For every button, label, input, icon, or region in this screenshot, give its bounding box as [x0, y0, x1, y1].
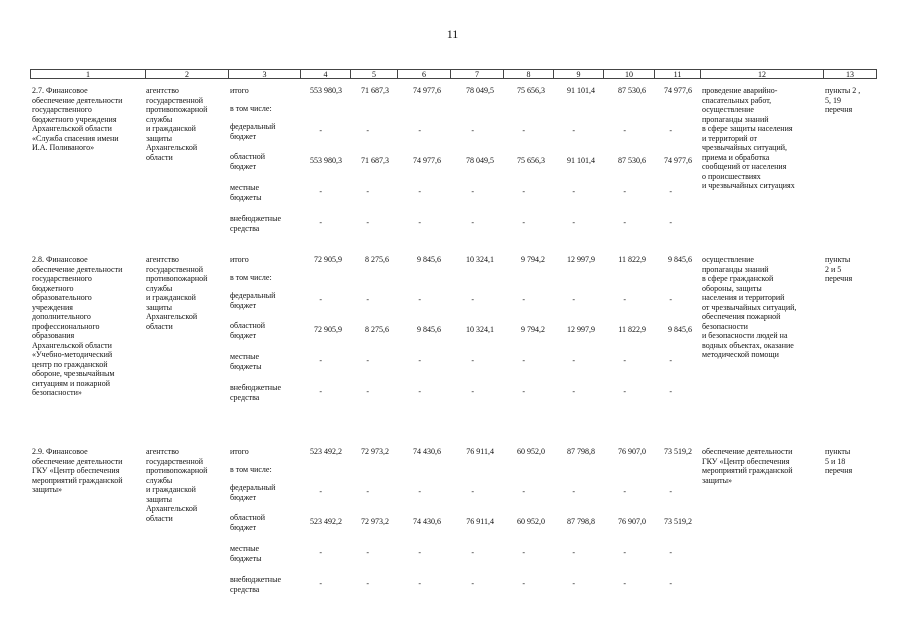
value-cell: 72 973,2 [361, 517, 389, 526]
source-label: средства [230, 223, 260, 233]
value-cell: - [319, 387, 322, 396]
header-col-7: 7 [450, 69, 503, 79]
value-cell: - [572, 187, 575, 196]
value-cell: 523 492,2 [310, 447, 342, 456]
value-cell: 523 492,2 [310, 517, 342, 526]
row-executor: Архангельской [146, 312, 198, 321]
row-points: пункты [825, 255, 851, 264]
value-cell: 74 430,6 [413, 447, 441, 456]
row-result: защиты» [702, 475, 733, 485]
row-executor: и гражданской [146, 124, 196, 133]
value-cell: - [366, 487, 369, 496]
header-col-11: 11 [654, 69, 700, 79]
source-label: бюджеты [230, 192, 262, 202]
value-cell: - [623, 187, 626, 196]
row-executor: и гражданской [146, 293, 196, 302]
row-executor: защиты [146, 302, 173, 312]
source-label: итого [230, 255, 249, 264]
row-name: обеспечение деятельности [32, 456, 123, 466]
source-label: бюджет [230, 161, 257, 171]
row-name: государственного [32, 274, 92, 283]
row-executor: агентство [146, 86, 179, 95]
value-cell: 91 101,4 [567, 156, 595, 165]
row-name: бюджетного учреждения [32, 114, 117, 124]
source-label: бюджет [230, 300, 257, 310]
row-result: водных объектах, оказание [702, 340, 794, 350]
source-label: бюджет [230, 492, 257, 502]
row-name: бюджетного [32, 283, 74, 293]
value-cell: 553 980,3 [310, 156, 342, 165]
value-cell: - [418, 487, 421, 496]
value-cell: 76 907,0 [618, 517, 646, 526]
source-label: местные [230, 544, 260, 553]
value-cell: - [471, 356, 474, 365]
value-cell: 73 519,2 [664, 447, 692, 456]
value-cell: 60 952,0 [517, 517, 545, 526]
value-cell: 12 997,9 [567, 325, 595, 334]
row-name: центр по гражданской [32, 359, 108, 369]
row-executor: противопожарной [146, 274, 208, 283]
value-cell: - [471, 579, 474, 588]
value-cell: - [319, 487, 322, 496]
value-cell: - [623, 126, 626, 135]
value-cell: - [418, 126, 421, 135]
value-cell: - [623, 387, 626, 396]
row-result: осуществление [702, 255, 754, 264]
source-label: внебюджетные [230, 214, 281, 223]
value-cell: - [366, 187, 369, 196]
row-executor: области [146, 513, 173, 523]
value-cell: 9 845,6 [668, 255, 692, 264]
row-points: пункты 2 , [825, 86, 861, 95]
row-name: «Служба спасения имени [32, 133, 119, 143]
value-cell: 8 275,6 [365, 255, 389, 264]
value-cell: 78 049,5 [466, 156, 494, 165]
source-label: областной [230, 152, 266, 161]
value-cell: - [522, 356, 525, 365]
source-label: бюджет [230, 330, 257, 340]
value-cell: - [471, 387, 474, 396]
header-col-12: 12 [700, 69, 823, 79]
row-result: пропаганды знаний [702, 114, 769, 124]
value-cell: - [418, 218, 421, 227]
value-cell: 72 973,2 [361, 447, 389, 456]
source-label: средства [230, 584, 260, 594]
value-cell: - [471, 126, 474, 135]
row-result: обороны, защиты [702, 283, 762, 293]
row-result: методической помощи [702, 350, 779, 359]
value-cell: - [471, 487, 474, 496]
value-cell: 78 049,5 [466, 86, 494, 95]
value-cell: - [623, 579, 626, 588]
row-points: 5 и 18 [825, 456, 846, 466]
header-col-4: 4 [300, 69, 350, 79]
value-cell: 9 845,6 [417, 325, 441, 334]
row-result: в сфере защиты населения [702, 124, 793, 133]
row-result: мероприятий гражданской [702, 466, 793, 475]
header-col-13: 13 [823, 69, 877, 79]
row-name: 2.9. Финансовое [32, 447, 88, 456]
value-cell: - [669, 579, 672, 588]
source-label: бюджеты [230, 361, 262, 371]
row-result: о происшествиях [702, 171, 761, 181]
value-cell: 72 905,9 [314, 325, 342, 334]
value-cell: - [319, 187, 322, 196]
source-label: внебюджетные [230, 575, 281, 584]
row-name: мероприятий гражданской [32, 475, 123, 485]
row-result: спасательных работ, [702, 95, 772, 105]
row-result: приема и обработка [702, 152, 770, 162]
value-cell: 10 324,1 [466, 255, 494, 264]
row-executor: государственной [146, 264, 204, 274]
row-name: «Учебно-методический [32, 350, 113, 359]
value-cell: - [669, 548, 672, 557]
source-label: бюджеты [230, 553, 262, 563]
value-cell: 71 687,3 [361, 86, 389, 95]
value-cell: - [522, 548, 525, 557]
source-label: бюджет [230, 131, 257, 141]
value-cell: - [572, 126, 575, 135]
value-cell: 74 977,6 [664, 86, 692, 95]
row-name: государственного [32, 105, 92, 114]
value-cell: - [572, 548, 575, 557]
source-label: федеральный [230, 122, 276, 131]
row-result: осуществление [702, 105, 754, 114]
row-executor: службы [146, 114, 173, 124]
source-label: местные [230, 352, 260, 361]
value-cell: - [418, 548, 421, 557]
row-result: в сфере гражданской [702, 274, 774, 283]
row-result: ГКУ «Центр обеспечения [702, 456, 790, 466]
value-cell: - [418, 356, 421, 365]
value-cell: 76 911,4 [466, 517, 494, 526]
value-cell: - [366, 295, 369, 304]
row-result: безопасности [702, 321, 748, 331]
row-result: обеспечение деятельности [702, 447, 793, 456]
row-name: И.А. Поливаного» [32, 143, 95, 152]
value-cell: 11 822,9 [618, 255, 646, 264]
row-executor: службы [146, 283, 173, 293]
value-cell: 71 687,3 [361, 156, 389, 165]
value-cell: - [669, 487, 672, 496]
row-name: защиты» [32, 485, 63, 494]
value-cell: 74 977,6 [413, 156, 441, 165]
value-cell: 75 656,3 [517, 156, 545, 165]
row-result: и чрезвычайных ситуациях [702, 181, 795, 190]
value-cell: - [623, 487, 626, 496]
value-cell: - [572, 387, 575, 396]
value-cell: - [471, 295, 474, 304]
value-cell: - [366, 356, 369, 365]
value-cell: - [319, 126, 322, 135]
value-cell: - [471, 218, 474, 227]
value-cell: - [669, 126, 672, 135]
header-col-2: 2 [145, 69, 228, 79]
value-cell: - [471, 548, 474, 557]
value-cell: 74 430,6 [413, 517, 441, 526]
value-cell: - [669, 295, 672, 304]
value-cell: 9 845,6 [668, 325, 692, 334]
value-cell: 74 977,6 [413, 86, 441, 95]
row-executor: области [146, 321, 173, 331]
row-name: ГКУ «Центр обеспечения [32, 466, 120, 475]
row-name: Архангельской области [32, 124, 112, 133]
value-cell: 87 530,6 [618, 156, 646, 165]
value-cell: - [366, 387, 369, 396]
value-cell: 87 798,8 [567, 517, 595, 526]
row-name: обороне, чрезвычайным [32, 369, 115, 378]
source-label: итого [230, 86, 249, 95]
value-cell: - [623, 548, 626, 557]
row-name: учреждения [32, 302, 73, 312]
row-result: пропаганды знаний [702, 264, 769, 274]
row-executor: противопожарной [146, 466, 208, 475]
source-label: в том числе: [230, 273, 272, 282]
value-cell: 73 519,2 [664, 517, 692, 526]
source-label: в том числе: [230, 465, 272, 474]
row-name: обеспечение деятельности [32, 95, 123, 105]
value-cell: - [669, 187, 672, 196]
row-executor: Архангельской [146, 143, 198, 152]
value-cell: 9 794,2 [521, 255, 545, 264]
row-name: дополнительного [32, 312, 91, 321]
header-col-6: 6 [397, 69, 450, 79]
value-cell: - [572, 579, 575, 588]
table-header [30, 69, 877, 79]
row-points: перечня [825, 466, 853, 475]
value-cell: - [471, 187, 474, 196]
value-cell: - [522, 295, 525, 304]
row-points: перечня [825, 105, 853, 114]
value-cell: - [418, 579, 421, 588]
row-result: проведение аварийно- [702, 86, 778, 95]
value-cell: - [572, 356, 575, 365]
row-name: образовательного [32, 293, 92, 302]
row-points: пункты [825, 447, 851, 456]
value-cell: - [669, 387, 672, 396]
value-cell: 8 275,6 [365, 325, 389, 334]
header-col-9: 9 [553, 69, 603, 79]
row-executor: агентство [146, 255, 179, 264]
source-label: в том числе: [230, 104, 272, 113]
row-result: и территорий от [702, 133, 757, 143]
source-label: местные [230, 183, 260, 192]
row-executor: защиты [146, 494, 173, 504]
source-label: бюджет [230, 522, 257, 532]
value-cell: - [418, 387, 421, 396]
header-col-8: 8 [503, 69, 553, 79]
row-executor: Архангельской [146, 504, 198, 513]
row-result: населения и территорий [702, 293, 785, 302]
value-cell: 87 530,6 [618, 86, 646, 95]
row-executor: и гражданской [146, 485, 196, 494]
value-cell: 91 101,4 [567, 86, 595, 95]
value-cell: - [319, 356, 322, 365]
source-label: внебюджетные [230, 383, 281, 392]
row-name: образования [32, 331, 75, 340]
row-name: обеспечение деятельности [32, 264, 123, 274]
value-cell: - [572, 487, 575, 496]
value-cell: - [522, 387, 525, 396]
row-result: сообщений от населения [702, 162, 787, 171]
value-cell: 60 952,0 [517, 447, 545, 456]
value-cell: 12 997,9 [567, 255, 595, 264]
value-cell: - [669, 218, 672, 227]
row-executor: службы [146, 475, 173, 485]
row-result: и безопасности людей на [702, 331, 788, 340]
header-col-10: 10 [603, 69, 654, 79]
value-cell: - [319, 548, 322, 557]
value-cell: - [522, 126, 525, 135]
row-name: ситуациям и пожарной [32, 378, 110, 388]
row-result: чрезвычайных ситуаций, [702, 143, 788, 152]
value-cell: - [572, 218, 575, 227]
value-cell: - [366, 548, 369, 557]
value-cell: 9 845,6 [417, 255, 441, 264]
row-executor: государственной [146, 95, 204, 105]
value-cell: - [522, 187, 525, 196]
value-cell: - [366, 218, 369, 227]
source-label: областной [230, 321, 266, 330]
value-cell: - [522, 487, 525, 496]
value-cell: - [623, 356, 626, 365]
source-label: областной [230, 513, 266, 522]
row-name: 2.7. Финансовое [32, 86, 88, 95]
value-cell: 76 907,0 [618, 447, 646, 456]
row-points: 5, 19 [825, 95, 841, 105]
value-cell: 10 324,1 [466, 325, 494, 334]
value-cell: - [623, 218, 626, 227]
value-cell: - [418, 295, 421, 304]
value-cell: 72 905,9 [314, 255, 342, 264]
value-cell: - [572, 295, 575, 304]
header-col-1: 1 [30, 69, 145, 79]
value-cell: 553 980,3 [310, 86, 342, 95]
value-cell: - [669, 356, 672, 365]
row-points: перечня [825, 274, 853, 283]
value-cell: 11 822,9 [618, 325, 646, 334]
row-executor: защиты [146, 133, 173, 143]
value-cell: - [623, 295, 626, 304]
value-cell: 75 656,3 [517, 86, 545, 95]
value-cell: 76 911,4 [466, 447, 494, 456]
value-cell: - [319, 295, 322, 304]
row-result: от чрезвычайных ситуаций, [702, 302, 797, 312]
row-name: Архангельской области [32, 340, 112, 350]
value-cell: - [418, 187, 421, 196]
source-label: федеральный [230, 483, 276, 492]
page-number: 11 [446, 27, 459, 41]
row-executor: агентство [146, 447, 179, 456]
row-name: профессионального [32, 321, 100, 331]
value-cell: - [319, 579, 322, 588]
row-points: 2 и 5 [825, 264, 842, 274]
value-cell: - [366, 126, 369, 135]
row-name: 2.8. Финансовое [32, 255, 88, 264]
row-executor: области [146, 152, 173, 162]
source-label: средства [230, 392, 260, 402]
header-col-3: 3 [228, 69, 300, 79]
value-cell: - [522, 218, 525, 227]
row-executor: противопожарной [146, 105, 208, 114]
row-name: безопасности» [32, 388, 82, 397]
value-cell: 87 798,8 [567, 447, 595, 456]
value-cell: - [522, 579, 525, 588]
header-col-5: 5 [350, 69, 397, 79]
value-cell: - [366, 579, 369, 588]
value-cell: 9 794,2 [521, 325, 545, 334]
row-executor: государственной [146, 456, 204, 466]
source-label: федеральный [230, 291, 276, 300]
value-cell: 74 977,6 [664, 156, 692, 165]
value-cell: - [319, 218, 322, 227]
source-label: итого [230, 447, 249, 456]
row-result: обеспечения пожарной [702, 312, 781, 321]
